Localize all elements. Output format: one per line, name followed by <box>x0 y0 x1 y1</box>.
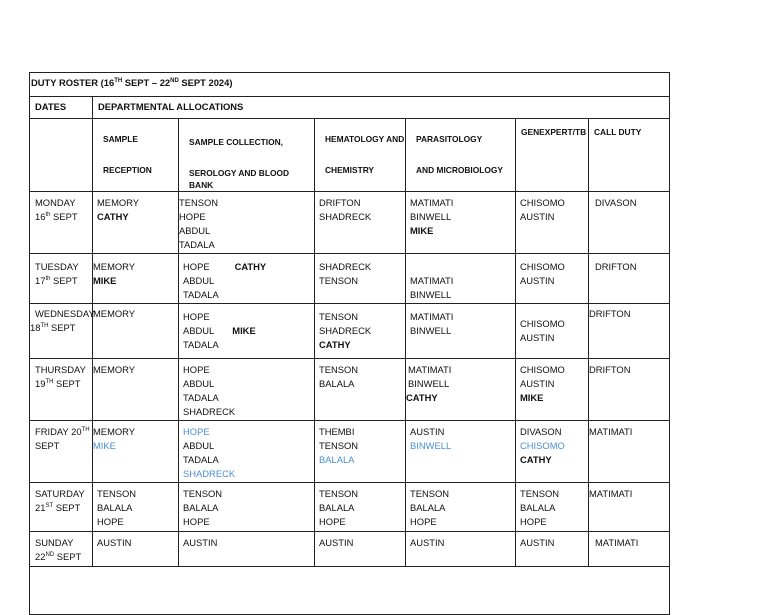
col-header-sample-reception: SAMPLE RECEPTION <box>93 119 179 192</box>
reception-cell: TENSON BALALA HOPE <box>93 483 179 532</box>
collection-cell: AUSTIN <box>179 532 315 567</box>
date-cell: FRIDAY 20TH SEPT <box>30 421 93 483</box>
departmental-allocations-header: DEPARTMENTAL ALLOCATIONS <box>93 97 670 119</box>
parasitology-cell: MATIMATI BINWELL MIKE <box>406 192 516 254</box>
col-header-parasitology: PARASITOLOGY AND MICROBIOLOGY <box>406 119 516 192</box>
date-cell: WEDNESDAY 18TH SEPT <box>30 304 93 359</box>
parasitology-cell: MATIMATI BINWELL <box>406 254 516 304</box>
reception-cell: MEMORY MIKE <box>93 254 179 304</box>
parasitology-cell: AUSTIN <box>406 532 516 567</box>
table-row <box>30 359 670 421</box>
callduty-cell: MATIMATI <box>589 421 670 483</box>
reception-cell: MEMORY <box>93 359 179 421</box>
table-row <box>30 421 670 483</box>
genexpert-cell: CHISOMO AUSTIN <box>516 192 589 254</box>
roster-title: DUTY ROSTER (16TH SEPT – 22ND SEPT 2024) <box>30 73 670 97</box>
empty-row <box>30 567 670 615</box>
table-row <box>30 532 670 567</box>
genexpert-cell: DIVASON CHISOMO CATHY <box>516 421 589 483</box>
date-cell: SUNDAY 22ND SEPT <box>30 532 93 567</box>
collection-cell: TENSON BALALA HOPE <box>179 483 315 532</box>
genexpert-cell: CHISOMO AUSTIN <box>516 304 589 359</box>
date-cell: TUESDAY 17th SEPT <box>30 254 93 304</box>
genexpert-cell: CHISOMO AUSTIN <box>516 254 589 304</box>
collection-cell: HOPE ABDUL MIKE TADALA <box>179 304 315 359</box>
hematology-cell: TENSON BALALA HOPE <box>315 483 406 532</box>
col-header-genexpert: GENEXPERT/TB <box>516 119 589 192</box>
col-header-call-duty: CALL DUTY <box>589 119 670 192</box>
table-row <box>30 192 670 254</box>
reception-cell: MEMORY CATHY <box>93 192 179 254</box>
dates-subheader-empty <box>30 119 93 192</box>
callduty-cell: DRIFTON <box>589 254 670 304</box>
col-header-sample-collection: SAMPLE COLLECTION, SEROLOGY AND BLOOD BANK <box>179 119 315 192</box>
callduty-cell: DIVASON <box>589 192 670 254</box>
reception-cell: MEMORY MIKE <box>93 421 179 483</box>
duty-roster-table <box>29 72 670 615</box>
reception-cell: MEMORY <box>93 304 179 359</box>
callduty-cell: DRIFTON <box>589 304 670 359</box>
parasitology-cell: TENSON BALALA HOPE <box>406 483 516 532</box>
hematology-cell: TENSON SHADRECK CATHY <box>315 304 406 359</box>
col-header-hematology: HEMATOLOGY AND CHEMISTRY <box>315 119 406 192</box>
reception-cell: AUSTIN <box>93 532 179 567</box>
callduty-cell: DRIFTON <box>589 359 670 421</box>
hematology-cell: THEMBI TENSON BALALA <box>315 421 406 483</box>
hematology-cell: SHADRECK TENSON <box>315 254 406 304</box>
date-cell: THURSDAY 19TH SEPT <box>30 359 93 421</box>
parasitology-cell: MATIMATI BINWELL CATHY <box>406 359 516 421</box>
genexpert-cell: TENSON BALALA HOPE <box>516 483 589 532</box>
hematology-cell: DRIFTON SHADRECK <box>315 192 406 254</box>
collection-cell: HOPE ABDUL TADALA SHADRECK <box>179 421 315 483</box>
date-cell: SATURDAY 21ST SEPT <box>30 483 93 532</box>
collection-cell: HOPE ABDUL TADALA SHADRECK <box>179 359 315 421</box>
callduty-cell: MATIMATI <box>589 532 670 567</box>
dates-header: DATES <box>30 97 93 119</box>
hematology-cell: TENSON BALALA <box>315 359 406 421</box>
empty-cell <box>30 567 670 615</box>
collection-cell: TENSON HOPE ABDUL TADALA <box>179 192 315 254</box>
callduty-cell: MATIMATI <box>589 483 670 532</box>
parasitology-cell: MATIMATI BINWELL <box>406 304 516 359</box>
parasitology-cell: AUSTIN BINWELL <box>406 421 516 483</box>
hematology-cell: AUSTIN <box>315 532 406 567</box>
collection-cell: HOPE CATHY ABDUL TADALA <box>179 254 315 304</box>
table-row <box>30 304 670 359</box>
genexpert-cell: AUSTIN <box>516 532 589 567</box>
table-row <box>30 254 670 304</box>
table-row <box>30 483 670 532</box>
genexpert-cell: CHISOMO AUSTIN MIKE <box>516 359 589 421</box>
date-cell: MONDAY 16th SEPT <box>30 192 93 254</box>
